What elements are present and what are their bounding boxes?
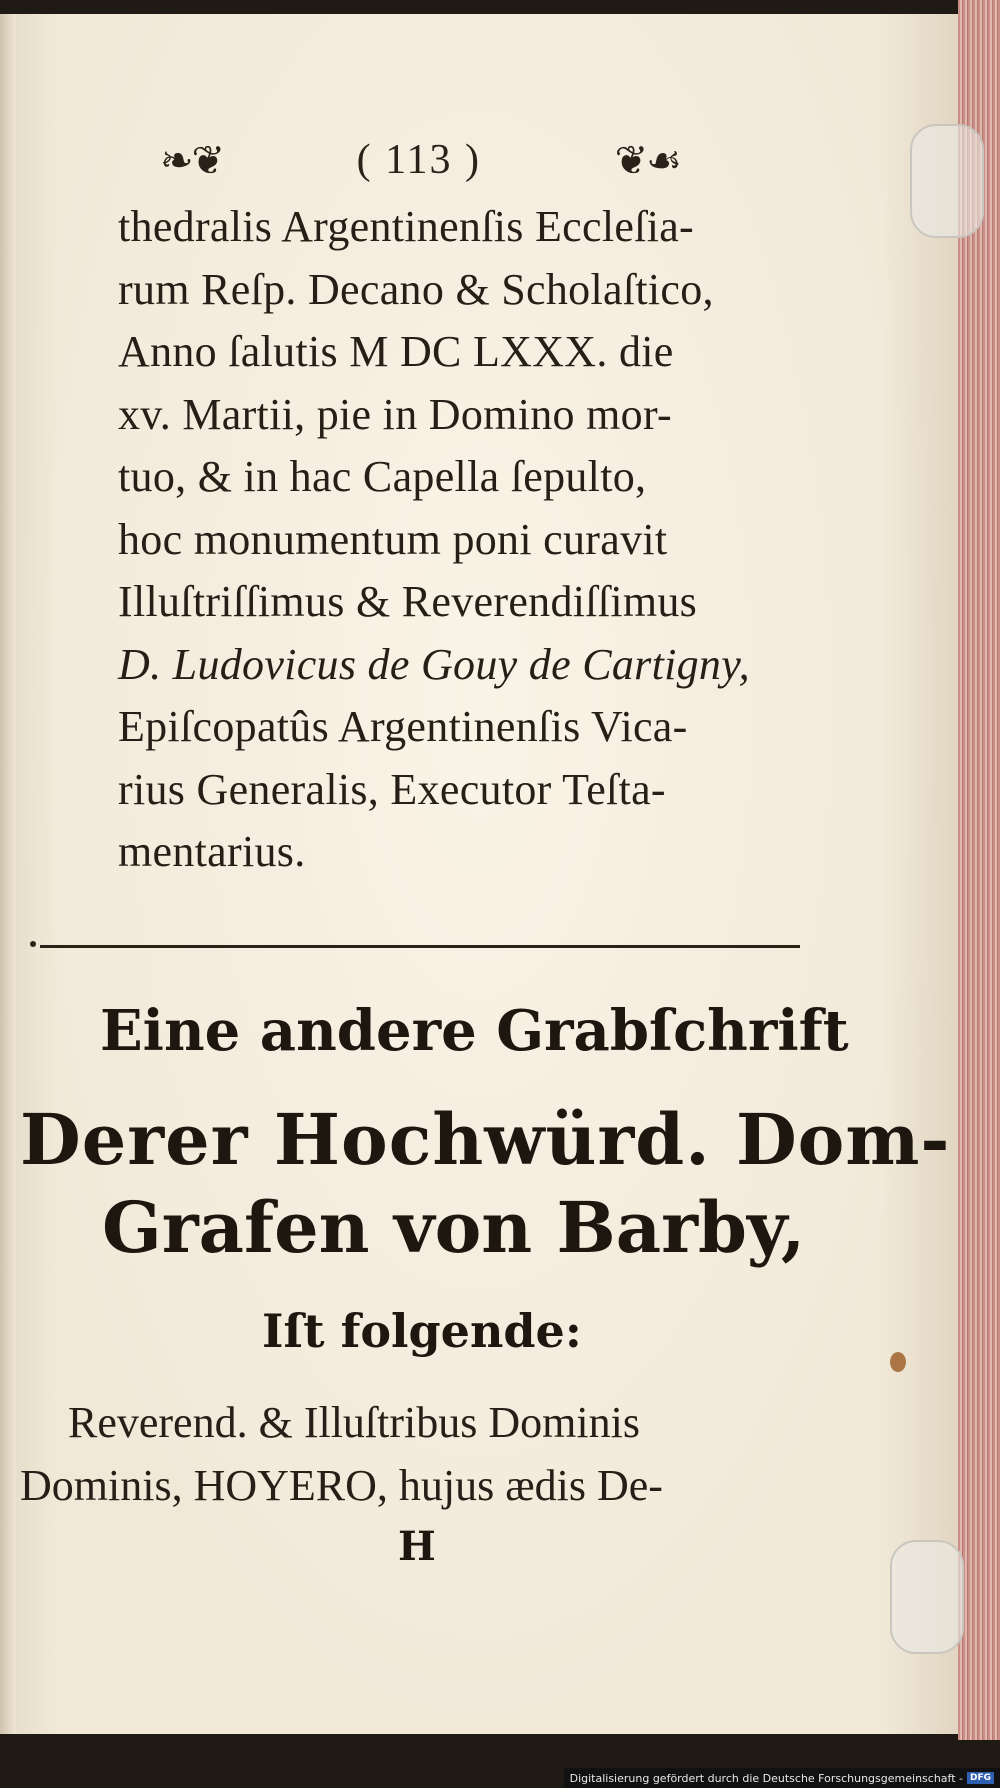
text-line: D. Ludovicus de Gouy de Cartigny,: [118, 639, 750, 689]
text-line: thedralis Argentinenſis Eccleſia-: [118, 202, 695, 251]
text-line: Dominis, HOYERO, hujus ædis De-: [20, 1461, 663, 1510]
page-gutter: [0, 14, 16, 1734]
text-line: mentarius.: [118, 827, 306, 876]
dfg-logo: DFG: [967, 1772, 994, 1784]
latin-inscription: [118, 196, 818, 884]
footer-text: Digitalisierung gefördert durch die Deutsche Forschungsgemeinschaft -: [569, 1771, 963, 1785]
heading-line: Grafen von Barby,: [102, 1186, 806, 1269]
text-line: rum Reſp. Decano & Scholaſtico,: [118, 264, 714, 314]
section-divider: [40, 945, 800, 948]
rule-dot: [30, 941, 36, 947]
text-line: Epiſcopatûs Argentinenſis Vica-: [118, 702, 688, 751]
heading-line: Iſt folgende:: [262, 1304, 582, 1358]
text-line: Illuſtriſſimus & Reverendiſſimus: [118, 577, 698, 626]
footer-bar: [564, 1768, 1000, 1788]
heading-line: Derer Hochwürd. Dom-: [20, 1098, 951, 1181]
page-clip-top: [910, 124, 984, 238]
stain-spot: [890, 1352, 906, 1372]
catchword: H: [398, 1523, 436, 1570]
text-line: Anno ſalutis M DC LXXX. die: [118, 327, 674, 376]
page-number: ( 113 ): [356, 137, 482, 183]
text-line: tuo, & in hac Capella ſepulto,: [118, 452, 647, 501]
right-ornament-icon: ❦☙: [614, 137, 680, 183]
text-line: rius Generalis, Executor Teſta-: [118, 764, 666, 814]
section-heading: Eine andere Grabſchrift: [100, 998, 849, 1064]
text-line: xv. Martii, pie in Domino mor-: [118, 389, 672, 439]
page-header: [160, 130, 680, 190]
page-edge: [958, 0, 1000, 1740]
text-line: hoc monumentum poni curavit: [118, 514, 668, 564]
page-clip-bottom: [890, 1540, 964, 1654]
left-ornament-icon: ❧❦: [160, 137, 224, 183]
text-line: Reverend. & Illuſtribus Dominis: [68, 1398, 640, 1447]
